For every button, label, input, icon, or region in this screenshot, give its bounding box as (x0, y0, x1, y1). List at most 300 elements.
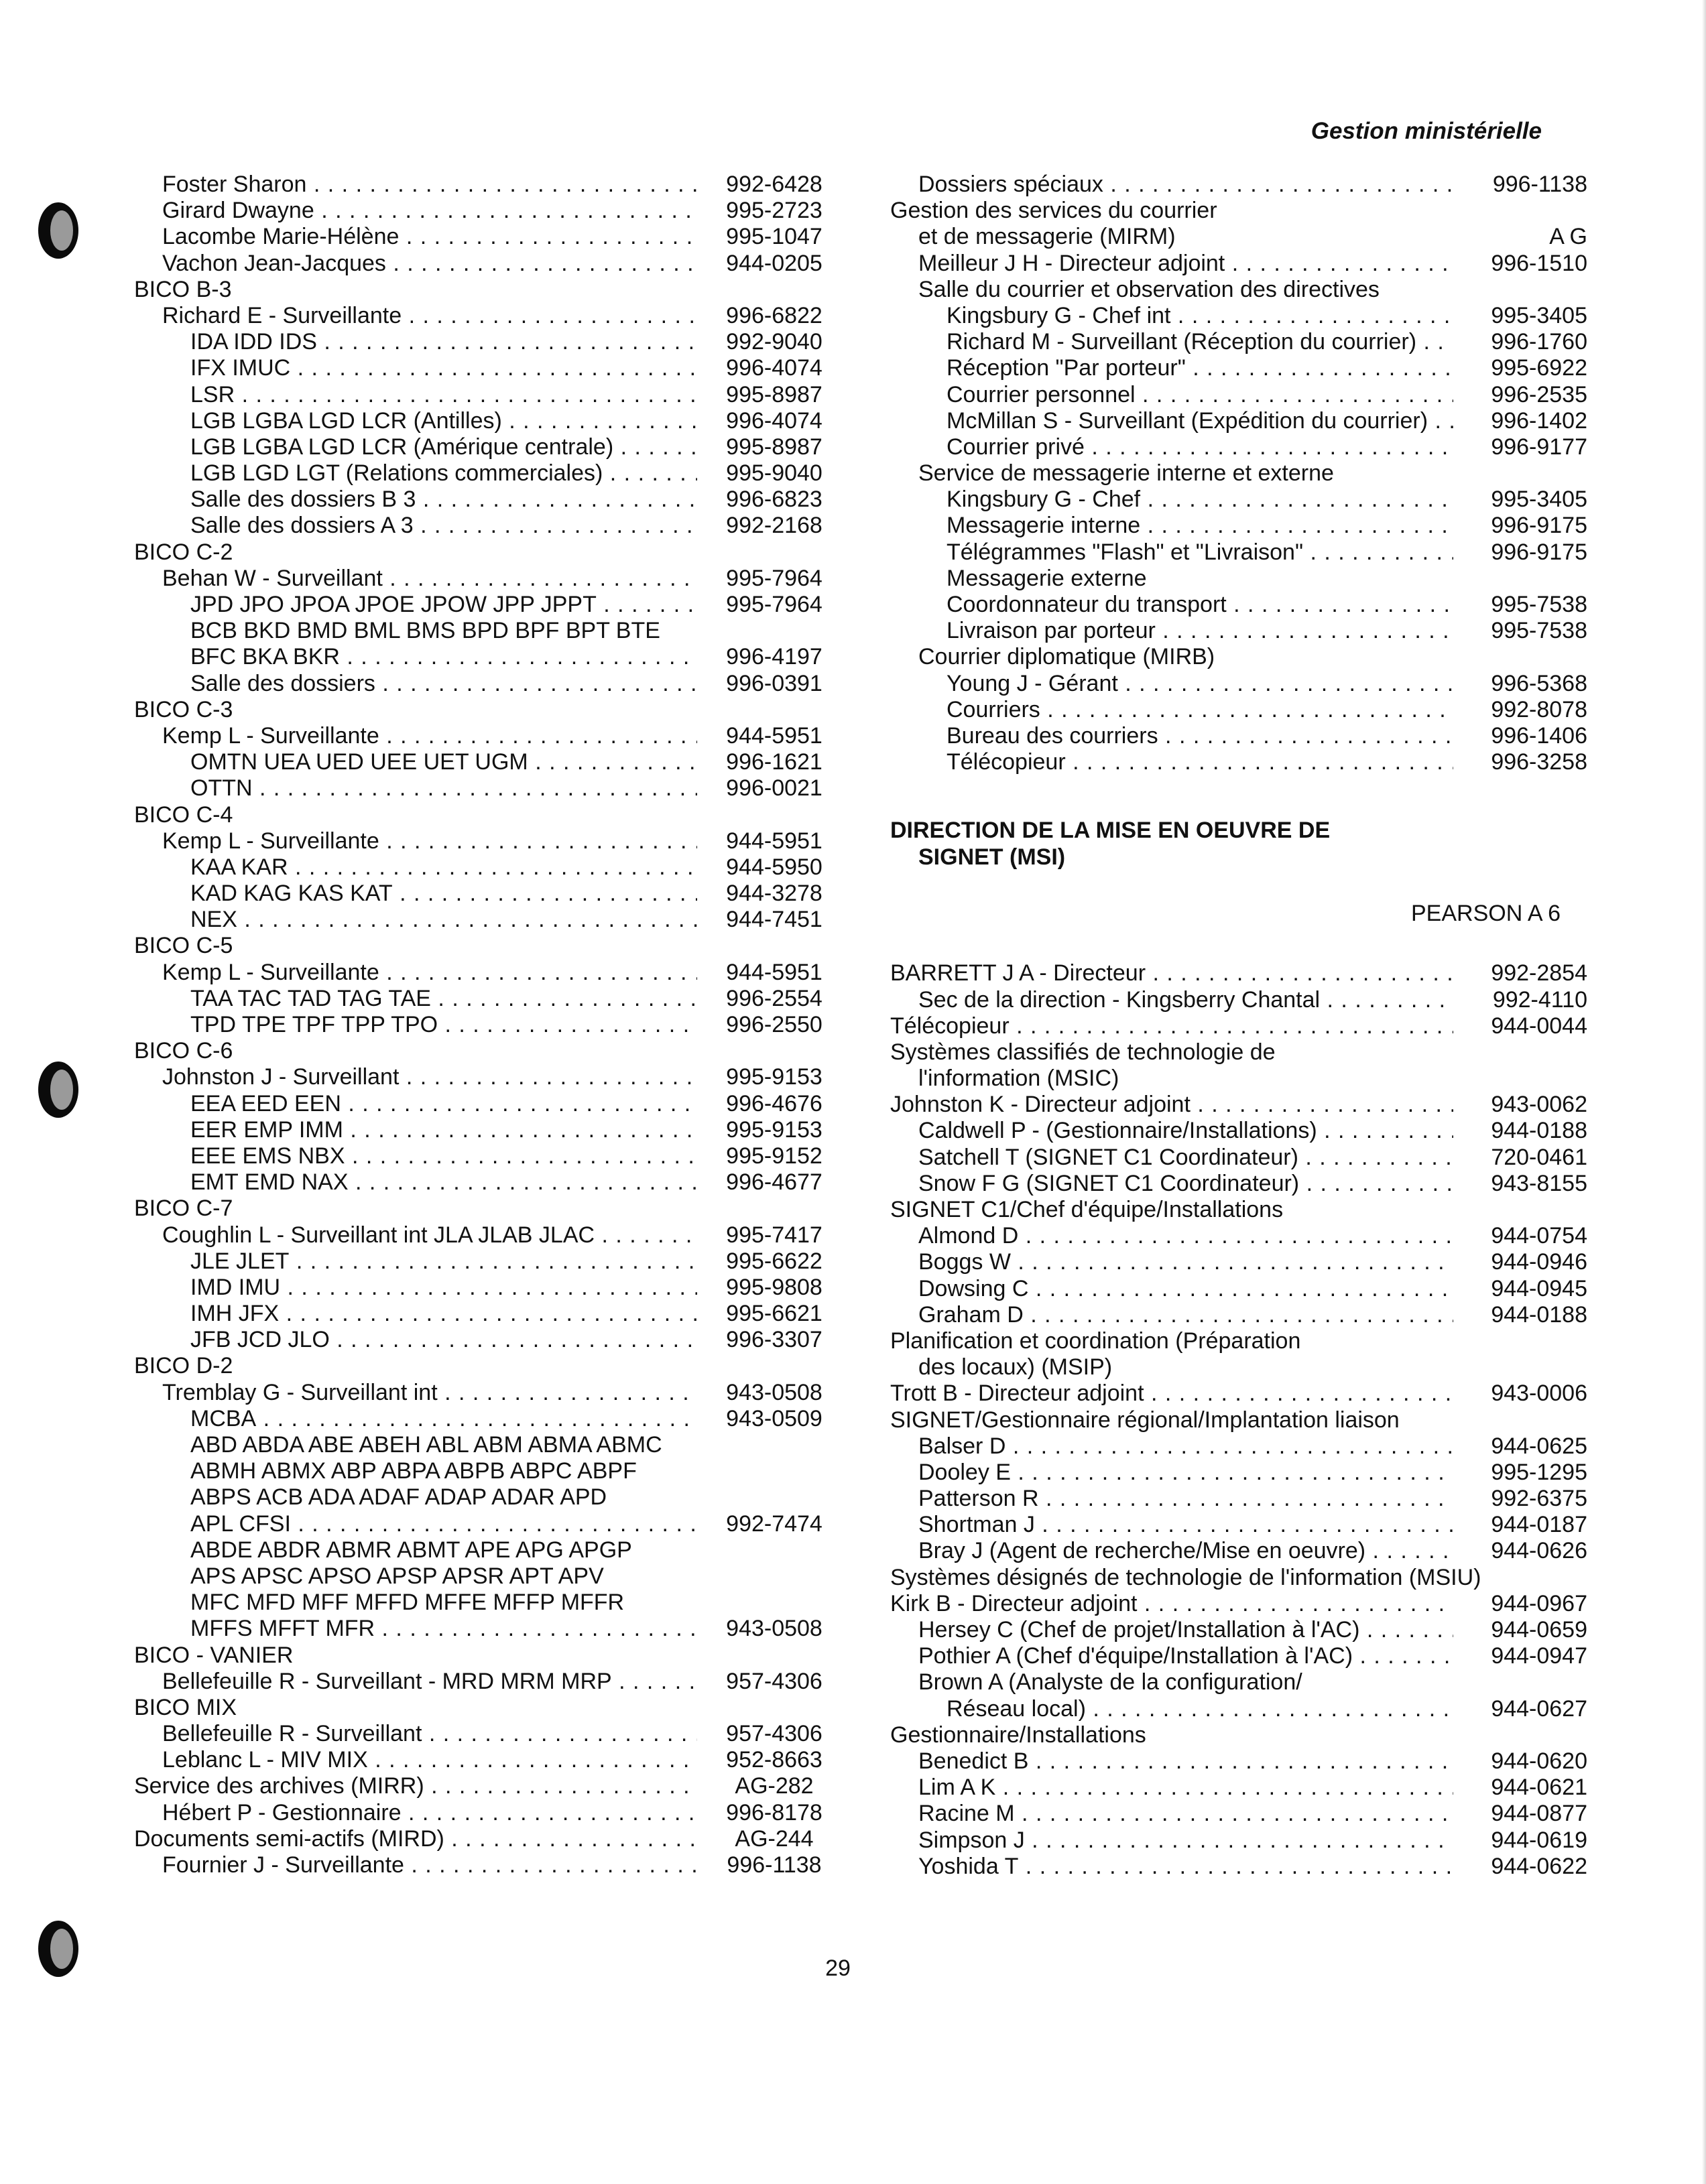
directory-entry (134, 1196, 825, 1222)
entry-phone: 995-9040 (726, 460, 822, 487)
entry-label: Salle des dossiers . . . (190, 671, 697, 697)
entry-phone: 995-7538 (1491, 618, 1587, 644)
entry-label: Graham D . . . (918, 1302, 1453, 1328)
entry-label: Télégrammes "Flash" et "Livraison" . . . (947, 539, 1453, 566)
entry-phone: 957-4306 (726, 1668, 822, 1694)
section-location: PEARSON A 6 (1411, 901, 1561, 927)
directory-entry (134, 355, 825, 381)
entry-phone: 944-0877 (1491, 1801, 1587, 1827)
directory-entry (890, 1538, 1587, 1564)
entry-label: JPD JPO JPOA JPOE JPOW JPP JPPT . . . (190, 592, 697, 618)
directory-entry (890, 1486, 1587, 1512)
entry-label: McMillan S - Surveillant (Expédition du courrier) . . . (947, 408, 1453, 434)
entry-label: Lim A K . . . (918, 1775, 1453, 1801)
directory-entry (890, 1223, 1587, 1249)
entry-phone: A G (1549, 224, 1587, 250)
entry-label: SIGNET C1/Chef d'équipe/Installations (890, 1197, 1284, 1222)
directory-entry (890, 1643, 1587, 1669)
directory-entry (134, 671, 825, 697)
directory-entry (134, 172, 825, 198)
entry-label: BICO B-3 (134, 276, 232, 302)
entry-label: OMTN UEA UED UEE UET UGM . . . (190, 749, 697, 775)
directory-entry (890, 1591, 1587, 1617)
entry-label: Pothier A (Chef d'équipe/Installation à l'AC) . . . (918, 1643, 1453, 1669)
entry-label: Dossiers spéciaux . . . (918, 172, 1453, 198)
page-number: 29 (825, 1955, 851, 1981)
signet-listing (890, 960, 1587, 1880)
entry-phone: 944-0188 (1491, 1301, 1587, 1328)
right-directory-column (890, 172, 1587, 1880)
entry-label: ABD ABDA ABE ABEH ABL ABM ABMA ABMC (190, 1432, 662, 1458)
entry-phone: 943-8155 (1491, 1170, 1587, 1196)
entry-label: l'information (MSIC) (918, 1066, 1119, 1092)
directory-entry (890, 460, 1587, 487)
entry-label: Télécopieur . . . (947, 749, 1453, 775)
directory-entry (134, 1091, 825, 1117)
directory-entry (134, 1852, 825, 1878)
entry-label: OTTN . . . (190, 775, 697, 801)
directory-entry (134, 1353, 825, 1379)
entry-phone: 944-5951 (726, 828, 822, 854)
directory-entry (890, 513, 1587, 539)
entry-phone: 943-0062 (1491, 1092, 1587, 1118)
entry-label: TAA TAC TAD TAG TAE . . . (190, 986, 697, 1012)
entry-label: BICO C-4 (134, 801, 233, 828)
directory-entry (890, 1249, 1587, 1275)
directory-entry (890, 671, 1587, 697)
entry-label: LGB LGBA LGD LCR (Amérique centrale) . . . (190, 434, 697, 460)
entry-phone: 995-7538 (1491, 592, 1587, 617)
entry-phone: 944-0946 (1491, 1249, 1587, 1275)
entry-label: Salle des dossiers A 3 . . . (190, 513, 697, 539)
directory-entry (134, 1012, 825, 1038)
entry-label: IMD IMU . . . (190, 1275, 697, 1301)
entry-phone: 996-2554 (726, 985, 822, 1011)
directory-entry (134, 1275, 825, 1301)
entry-label: JLE JLET . . . (190, 1248, 697, 1275)
entry-phone: 995-8987 (726, 381, 822, 407)
entry-label: Bellefeuille R - Surveillant . . . (162, 1721, 697, 1747)
entry-label: BICO C-5 (134, 933, 233, 959)
entry-phone: 996-4677 (726, 1169, 822, 1196)
entry-label: Behan W - Surveillant . . . (162, 566, 697, 592)
directory-entry (890, 1512, 1587, 1538)
entry-phone: 996-5368 (1491, 670, 1587, 696)
entry-phone: 996-1406 (1491, 722, 1587, 749)
entry-label: BICO MIX (134, 1694, 237, 1720)
entry-label: BCB BKD BMD BML BMS BPD BPF BPT BTE (190, 618, 660, 644)
punch-hole-icon (35, 200, 82, 261)
entry-phone: 952-8663 (726, 1747, 822, 1773)
entry-label: Vachon Jean-Jacques . . . (162, 251, 697, 277)
directory-entry (134, 513, 825, 539)
entry-label: Shortman J . . . (918, 1512, 1453, 1538)
entry-phone: 944-0188 (1491, 1118, 1587, 1144)
entry-phone: 996-4074 (726, 407, 822, 434)
entry-phone: 996-9177 (1491, 434, 1587, 460)
entry-phone: 996-9175 (1491, 539, 1587, 565)
directory-entry (890, 592, 1587, 618)
directory-entry (890, 1171, 1587, 1197)
punch-hole-icon (35, 1059, 82, 1120)
entry-label: Courrier diplomatique (MIRB) (918, 644, 1215, 670)
directory-entry (890, 618, 1587, 644)
entry-phone: 944-5950 (726, 854, 822, 880)
left-directory-column (134, 172, 825, 1878)
entry-label: Yoshida T . . . (918, 1854, 1453, 1880)
entry-phone: 996-1621 (726, 749, 822, 775)
entry-label: Kingsbury G - Chef int . . . (947, 303, 1453, 329)
entry-label: Salle des dossiers B 3 . . . (190, 487, 697, 513)
entry-label: Coordonnateur du transport . . . (947, 592, 1453, 618)
entry-phone: AG-244 (735, 1825, 814, 1852)
entry-label: Johnston J - Surveillant . . . (162, 1064, 697, 1090)
entry-label: Kemp L - Surveillante . . . (162, 828, 697, 854)
directory-entry (134, 539, 825, 566)
entry-label: Coughlin L - Surveillant int JLA JLAB JLAC . . . (162, 1222, 697, 1248)
directory-entry (134, 854, 825, 881)
entry-label: Snow F G (SIGNET C1 Coordinateur) . . . (918, 1171, 1453, 1197)
entry-label: LSR . . . (190, 382, 697, 408)
entry-phone: 995-7417 (726, 1222, 822, 1248)
directory-entry (890, 960, 1587, 986)
directory-entry (890, 539, 1587, 566)
directory-entry (134, 1747, 825, 1773)
entry-label: Tremblay G - Surveillant int . . . (162, 1380, 697, 1406)
entry-phone: 996-6822 (726, 302, 822, 328)
entry-label: Kemp L - Surveillante . . . (162, 723, 697, 749)
entry-label: Courrier privé . . . (947, 434, 1453, 460)
directory-entry (134, 933, 825, 959)
entry-phone: 957-4306 (726, 1721, 822, 1747)
directory-entry (890, 251, 1587, 277)
page-edge-shadow (1702, 0, 1706, 2184)
directory-entry (890, 1197, 1587, 1223)
directory-entry (134, 802, 825, 828)
entry-phone: 943-0508 (726, 1379, 822, 1405)
entry-phone: 720-0461 (1491, 1144, 1587, 1170)
page-header-title: Gestion ministérielle (1311, 118, 1542, 144)
section-title (890, 817, 1587, 871)
entry-phone: 995-6622 (726, 1248, 822, 1274)
directory-entry (890, 1328, 1587, 1354)
entry-label: BICO - VANIER (134, 1642, 294, 1668)
entry-phone: 992-6375 (1491, 1486, 1587, 1512)
entry-label: MFC MFD MFF MFFD MFFE MFFP MFFR (190, 1590, 625, 1616)
directory-entry (134, 749, 825, 775)
directory-entry (134, 460, 825, 487)
entry-label: Johnston K - Directeur adjoint . . . (890, 1092, 1453, 1118)
directory-entry (134, 1773, 825, 1799)
directory-entry (134, 487, 825, 513)
entry-phone: 944-0205 (726, 250, 822, 276)
entry-phone: 995-9153 (726, 1116, 822, 1143)
directory-entry (890, 1380, 1587, 1407)
entry-label: KAA KAR . . . (190, 854, 697, 881)
punch-hole-icon (35, 1918, 82, 1980)
entry-phone: 996-9175 (1491, 513, 1587, 539)
directory-entry (134, 1826, 825, 1852)
entry-phone: 992-8078 (1491, 696, 1587, 722)
entry-label: NEX . . . (190, 907, 697, 933)
directory-entry (890, 329, 1587, 355)
entry-label: EEA EED EEN . . . (190, 1091, 697, 1117)
directory-entry (134, 775, 825, 801)
directory-entry (134, 224, 825, 250)
directory-entry (890, 1775, 1587, 1801)
entry-phone: 944-0620 (1491, 1748, 1587, 1774)
directory-entry (134, 1590, 825, 1616)
directory-entry (134, 198, 825, 224)
directory-entry (134, 828, 825, 854)
directory-entry (134, 697, 825, 723)
directory-entry (890, 1354, 1587, 1380)
entry-label: Réseau local) . . . (947, 1696, 1453, 1722)
entry-label: Satchell T (SIGNET C1 Coordinateur) . . . (918, 1145, 1453, 1171)
entry-label: EER EMP IMM . . . (190, 1117, 697, 1143)
entry-label: Young J - Gérant . . . (947, 671, 1453, 697)
entry-label: SIGNET/Gestionnaire régional/Implantation liaison (890, 1407, 1400, 1433)
directory-entry (134, 329, 825, 355)
entry-label: Kirk B - Directeur adjoint . . . (890, 1591, 1453, 1617)
directory-entry (134, 1248, 825, 1275)
entry-label: BICO C-7 (134, 1196, 233, 1222)
directory-entry (890, 723, 1587, 749)
entry-phone: 944-3278 (726, 881, 822, 907)
directory-entry (134, 382, 825, 408)
directory-entry (890, 1145, 1587, 1171)
entry-label: Réception "Par porteur" . . . (947, 355, 1453, 381)
directory-entry (890, 987, 1587, 1013)
entry-label: TPD TPE TPF TPP TPO . . . (190, 1012, 697, 1038)
directory-entry (890, 198, 1587, 224)
directory-entry (134, 1563, 825, 1590)
entry-label: Richard E - Surveillante . . . (162, 303, 697, 329)
entry-phone: 996-1510 (1491, 250, 1587, 276)
directory-entry (134, 251, 825, 277)
entry-label: Gestionnaire/Installations (890, 1722, 1146, 1748)
entry-label: Richard M - Surveillant (Réception du courrier) . . . (947, 329, 1453, 355)
directory-entry (134, 986, 825, 1012)
entry-label: Lacombe Marie-Hélène . . . (162, 224, 697, 250)
entry-phone: 995-8987 (726, 434, 822, 460)
entry-label: MFFS MFFT MFR . . . (190, 1616, 697, 1642)
directory-entry (890, 355, 1587, 381)
directory-entry (134, 881, 825, 907)
directory-entry (890, 1092, 1587, 1118)
entry-phone: 992-9040 (726, 329, 822, 355)
directory-entry (134, 1301, 825, 1327)
entry-phone: 996-2535 (1491, 381, 1587, 407)
entry-label: LGB LGD LGT (Relations commerciales) . . . (190, 460, 697, 487)
entry-label: APL CFSI . . . (190, 1511, 697, 1537)
directory-entry (890, 1748, 1587, 1775)
entry-label: Patterson R . . . (918, 1486, 1453, 1512)
entry-phone: 944-0626 (1491, 1538, 1587, 1564)
entry-label: Boggs W . . . (918, 1249, 1453, 1275)
entry-phone: 995-9153 (726, 1064, 822, 1090)
entry-label: ABDE ABDR ABMR ABMT APE APG APGP (190, 1537, 632, 1563)
entry-phone: 944-5951 (726, 722, 822, 749)
directory-entry (890, 408, 1587, 434)
directory-entry (134, 1616, 825, 1642)
entry-phone: 995-7964 (726, 565, 822, 591)
entry-phone: 996-1760 (1491, 329, 1587, 355)
entry-label: BICO C-3 (134, 696, 233, 722)
entry-phone: 943-0006 (1491, 1380, 1587, 1407)
entry-phone: 944-0754 (1491, 1223, 1587, 1249)
directory-entry (134, 960, 825, 986)
directory-entry (134, 1669, 825, 1695)
directory-entry (134, 644, 825, 670)
entry-phone: 944-0622 (1491, 1853, 1587, 1879)
entry-phone: 992-7474 (726, 1511, 822, 1537)
entry-label: Livraison par porteur . . . (947, 618, 1453, 644)
directory-entry (134, 303, 825, 329)
directory-entry (134, 907, 825, 933)
entry-label: Fournier J - Surveillante . . . (162, 1852, 697, 1878)
entry-phone: 996-8178 (726, 1799, 822, 1825)
entry-phone: 995-6621 (726, 1301, 822, 1327)
directory-entry (890, 1565, 1587, 1591)
entry-label: JFB JCD JLO . . . (190, 1327, 697, 1353)
entry-label: Bray J (Agent de recherche/Mise en oeuvre) . . . (918, 1538, 1453, 1564)
entry-label: des locaux) (MSIP) (918, 1354, 1113, 1380)
entry-phone: 944-0627 (1491, 1695, 1587, 1722)
directory-entry (890, 697, 1587, 723)
directory-entry (890, 644, 1587, 670)
directory-entry (890, 1039, 1587, 1066)
entry-phone: 995-1047 (726, 224, 822, 250)
entry-phone: 996-4197 (726, 644, 822, 670)
section-title-line-1: DIRECTION DE LA MISE EN OEUVRE DE (890, 818, 1331, 844)
entry-phone: 944-0947 (1491, 1643, 1587, 1669)
entry-phone: 944-0945 (1491, 1275, 1587, 1301)
entry-phone: 944-0619 (1491, 1827, 1587, 1853)
directory-entry (890, 1302, 1587, 1328)
entry-phone: 944-0187 (1491, 1512, 1587, 1538)
entry-label: LGB LGBA LGD LCR (Antilles) . . . (190, 408, 697, 434)
directory-entry (134, 592, 825, 618)
directory-entry (890, 1801, 1587, 1827)
directory-entry (134, 1721, 825, 1747)
directory-entry (890, 1066, 1587, 1092)
directory-entry (890, 1669, 1587, 1695)
entry-phone: 992-6428 (726, 172, 822, 197)
entry-phone: 996-2550 (726, 1012, 822, 1037)
directory-entry (890, 172, 1587, 198)
entry-phone: 995-7964 (726, 592, 822, 617)
directory-entry (134, 277, 825, 303)
entry-label: Brown A (Analyste de la configuration/ (918, 1669, 1302, 1695)
entry-label: Gestion des services du courrier (890, 198, 1217, 224)
entry-phone: 944-0659 (1491, 1617, 1587, 1643)
directory-entry (134, 434, 825, 460)
directory-entry (134, 1222, 825, 1248)
directory-entry (890, 1827, 1587, 1854)
entry-phone: 995-9808 (726, 1274, 822, 1300)
entry-label: ABMH ABMX ABP ABPA ABPB ABPC ABPF (190, 1458, 637, 1484)
entry-label: BFC BKA BKR . . . (190, 644, 697, 670)
entry-label: IDA IDD IDS . . . (190, 329, 697, 355)
directory-entry (890, 1854, 1587, 1880)
entry-label: Leblanc L - MIV MIX . . . (162, 1747, 697, 1773)
directory-entry (134, 1484, 825, 1511)
entry-phone: 995-1295 (1491, 1459, 1587, 1485)
entry-phone: 996-1138 (1492, 172, 1587, 197)
entry-label: Systèmes classifiés de technologie de (890, 1039, 1276, 1065)
entry-phone: 995-6922 (1491, 355, 1587, 381)
entry-label: KAD KAG KAS KAT . . . (190, 881, 697, 907)
section-title-line-2: SIGNET (MSI) (918, 844, 1066, 871)
entry-label: BARRETT J A - Directeur . . . (890, 960, 1453, 986)
directory-entry (134, 1169, 825, 1196)
directory-entry (890, 1722, 1587, 1748)
entry-label: Benedict B . . . (918, 1748, 1453, 1775)
directory-entry (890, 1276, 1587, 1302)
entry-phone: 944-0621 (1491, 1775, 1587, 1801)
entry-label: Service de messagerie interne et externe (918, 460, 1334, 487)
entry-label: APS APSC APSO APSP APSR APT APV (190, 1563, 604, 1589)
directory-entry (134, 566, 825, 592)
directory-entry (134, 1643, 825, 1669)
directory-entry (134, 1117, 825, 1143)
entry-phone: 944-0967 (1491, 1590, 1587, 1616)
entry-label: Courriers . . . (947, 697, 1453, 723)
entry-label: Girard Dwayne . . . (162, 198, 697, 224)
entry-label: Messagerie externe (947, 565, 1147, 591)
directory-entry (890, 749, 1587, 775)
directory-entry (134, 1432, 825, 1458)
entry-label: Courrier personnel . . . (947, 382, 1453, 408)
directory-entry (890, 1118, 1587, 1144)
entry-phone: 996-0391 (726, 670, 822, 696)
entry-label: Documents semi-actifs (MIRD) . . . (134, 1826, 697, 1852)
entry-phone: 996-4676 (726, 1090, 822, 1116)
entry-label: Simpson J . . . (918, 1827, 1453, 1854)
entry-phone: 996-6823 (726, 487, 822, 513)
entry-label: EEE EMS NBX . . . (190, 1143, 697, 1169)
entry-label: Planification et coordination (Préparation (890, 1328, 1301, 1354)
directory-entry (134, 1695, 825, 1721)
entry-phone: 943-0508 (726, 1616, 822, 1642)
directory-entry (134, 1406, 825, 1432)
entry-label: Systèmes désignés de technologie de l'information (MSIU) (890, 1564, 1481, 1590)
directory-entry (890, 487, 1587, 513)
directory-entry (134, 1327, 825, 1353)
entry-phone: 996-1402 (1491, 407, 1587, 434)
entry-phone: 995-9152 (726, 1143, 822, 1169)
directory-entry (890, 303, 1587, 329)
directory-entry (134, 1038, 825, 1064)
entry-phone: 992-4110 (1492, 986, 1587, 1013)
entry-label: et de messagerie (MIRM) (918, 224, 1176, 250)
entry-label: BICO C-6 (134, 1038, 233, 1064)
directory-entry (890, 1617, 1587, 1643)
directory-entry (890, 1013, 1587, 1039)
entry-label: BICO C-2 (134, 539, 233, 565)
directory-entry (890, 277, 1587, 303)
entry-phone: 944-0044 (1491, 1013, 1587, 1039)
entry-label: Balser D . . . (918, 1433, 1453, 1460)
directory-entry (890, 1433, 1587, 1460)
directory-entry (890, 1460, 1587, 1486)
entry-phone: 992-2854 (1491, 960, 1587, 986)
entry-label: Caldwell P - (Gestionnaire/Installations) . . . (918, 1118, 1453, 1144)
entry-phone: 995-2723 (726, 198, 822, 224)
entry-phone: 995-3405 (1491, 487, 1587, 513)
entry-phone: 944-7451 (726, 907, 822, 933)
